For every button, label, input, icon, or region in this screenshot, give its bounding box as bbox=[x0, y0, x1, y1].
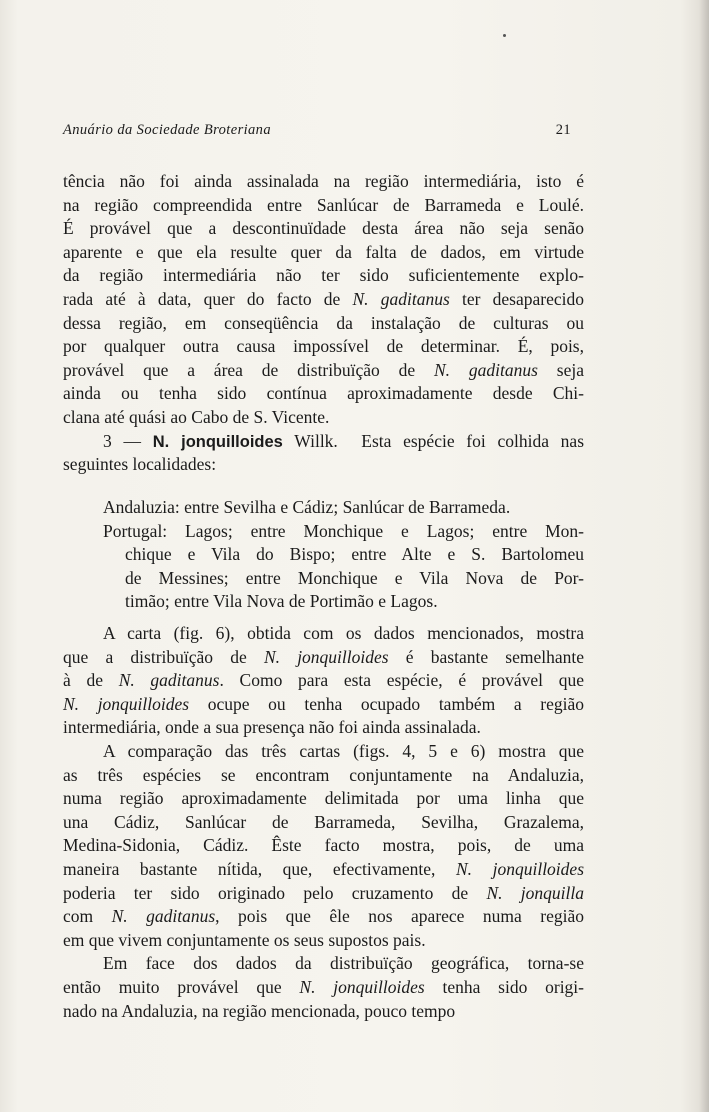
text-fragment: maneira bastante nítida, que, efectivamente, bbox=[63, 858, 456, 879]
text-line: tência não foi ainda assinalada na região intermediária, isto é bbox=[63, 171, 584, 191]
text-fragment: ter desaparecido bbox=[449, 288, 584, 309]
text-fragment: tenha sido origi- bbox=[424, 976, 584, 997]
text-line bbox=[63, 905, 584, 929]
locality-andaluzia: Andaluzia: entre Sevilha e Cádiz; Sanlúcar de Barrameda. bbox=[103, 497, 511, 517]
paragraph-1 bbox=[63, 170, 584, 430]
text-line: clana até quási ao Cabo de S. Vicente. bbox=[63, 406, 330, 427]
locality-portugal-cont-2: de Messines; entre Monchique e Vila Nova de Por- bbox=[125, 567, 584, 588]
text-line: em que vivem conjuntamente os seus supostos pais. bbox=[63, 929, 426, 950]
text-line: Em face dos dados da distribuïção geográfica, torna-se bbox=[103, 953, 584, 974]
text-line bbox=[63, 858, 584, 882]
text-line: da região intermediária não ter sido suficientemente explo- bbox=[63, 265, 584, 286]
locality-portugal: Portugal: Lagos; entre Monchique e Lagos; entre Mon- bbox=[103, 520, 584, 541]
species-name-italic: N. gaditanus bbox=[434, 359, 538, 380]
paragraph-2 bbox=[63, 622, 584, 740]
species-name-italic: N. jonquilla bbox=[486, 882, 584, 903]
text-line: una Cádiz, Sanlúcar de Barrameda, Sevilha, Grazalema, bbox=[63, 811, 584, 832]
text-line bbox=[63, 882, 584, 906]
paragraph-3 bbox=[63, 740, 584, 952]
text-line bbox=[63, 669, 584, 693]
page-number: 21 bbox=[555, 122, 571, 138]
text-fragment: provável que a área de distribuïção de bbox=[63, 359, 434, 380]
species-intro-continued: seguintes localidades: bbox=[63, 454, 217, 475]
text-line: numa região aproximadamente delimitada por uma linha que bbox=[63, 788, 584, 809]
text-line: aparente e que ela resulte quer da falta de dados, em virtude bbox=[63, 241, 584, 262]
species-name-italic: N. gaditanus bbox=[118, 670, 220, 691]
text-line: nado na Andaluzia, na região mencionada, pouco tempo bbox=[63, 1000, 456, 1021]
text-line: dessa região, em conseqüência da instalação de culturas ou bbox=[63, 312, 584, 333]
text-line: A comparação das três cartas (figs. 4, 5 e 6) mostra que bbox=[103, 741, 584, 761]
text-line: Medina-Sidonia, Cádiz. Êste facto mostra, pois, de uma bbox=[63, 835, 584, 856]
text-fragment: ocupe ou tenha ocupado também a região bbox=[189, 693, 584, 714]
text-fragment: à de bbox=[63, 670, 119, 691]
species-heading-line bbox=[63, 430, 584, 454]
species-name-italic: N. gaditanus bbox=[352, 288, 450, 309]
text-line bbox=[63, 288, 584, 312]
species-intro: Esta espécie foi colhida nas bbox=[361, 430, 585, 451]
text-fragment: então muito provável que bbox=[63, 976, 300, 997]
species-name-italic: N. jonquilloides bbox=[455, 858, 585, 879]
paragraph-4 bbox=[63, 952, 584, 1023]
species-name-italic: N. jonquilloides bbox=[299, 976, 425, 997]
journal-title: Anuário da Sociedade Broteriana bbox=[63, 122, 271, 138]
species-entry bbox=[63, 430, 584, 477]
text-line bbox=[63, 976, 584, 1000]
text-line: intermediária, onde a sua presença não foi ainda assinalada. bbox=[63, 717, 481, 738]
text-line: na região compreendida entre Sanlúcar de Barrameda e Loulé. bbox=[63, 194, 584, 215]
text-fragment: . Como para esta espécie, é provável que bbox=[219, 670, 584, 691]
locality-portugal-cont-3: timão; entre Vila Nova de Portimão e Lagos. bbox=[125, 591, 438, 612]
species-author: Willk. bbox=[294, 430, 338, 451]
text-fragment: com bbox=[63, 906, 112, 927]
text-line: ainda ou tenha sido contínua aproximadamente desde Chi- bbox=[63, 383, 584, 404]
text-line: A carta (fig. 6), obtida com os dados mencionados, mostra bbox=[103, 623, 584, 643]
ink-speck bbox=[503, 34, 506, 37]
text-line: por qualquer outra causa impossível de determinar. É, pois, bbox=[63, 336, 584, 357]
text-fragment: poderia ter sido originado pelo cruzamento de bbox=[63, 882, 487, 903]
locality-portugal-cont-1: chique e Vila do Bispo; entre Alte e S. Bartolomeu bbox=[125, 544, 584, 565]
text-fragment: seja bbox=[537, 359, 584, 380]
species-name-italic: N. jonquilloides bbox=[63, 693, 190, 714]
page-edge-shadow bbox=[699, 0, 709, 1112]
text-fragment: rada até à data, quer do facto de bbox=[63, 288, 353, 309]
text-fragment: , pois que êle nos aparece numa região bbox=[215, 906, 584, 927]
text-line bbox=[63, 646, 584, 670]
species-name: N. jonquilloides bbox=[152, 432, 283, 451]
running-header bbox=[63, 122, 571, 144]
localities-list bbox=[63, 496, 584, 614]
text-line: as três espécies se encontram conjuntamente na Andaluzia, bbox=[63, 764, 584, 785]
text-fragment: é bastante semelhante bbox=[388, 646, 584, 667]
text-line bbox=[63, 693, 584, 717]
species-name-italic: N. jonquilloides bbox=[263, 646, 389, 667]
species-name-italic: N. gaditanus bbox=[111, 906, 216, 927]
text-fragment: que a distribuïção de bbox=[63, 646, 264, 667]
species-number: 3 — bbox=[103, 430, 141, 451]
text-line: É provável que a descontinuïdade desta área não seja senão bbox=[63, 218, 584, 239]
text-line bbox=[63, 359, 584, 383]
